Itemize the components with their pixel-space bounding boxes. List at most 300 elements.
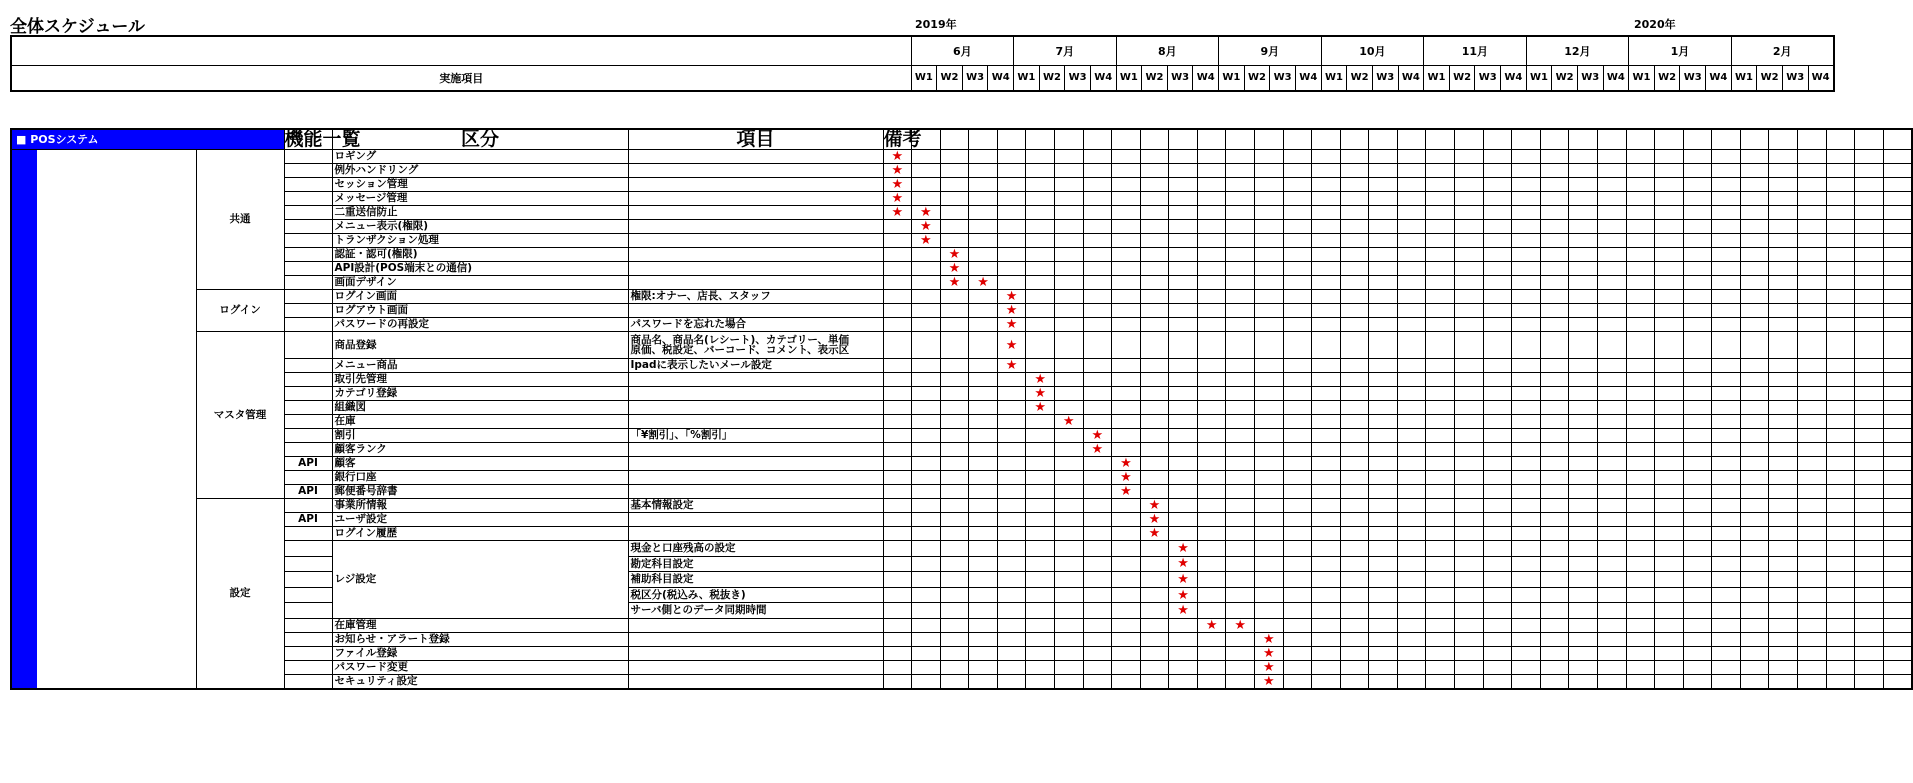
grid-cell — [1483, 660, 1512, 674]
grid-cell — [1712, 304, 1741, 318]
grid-cell — [912, 387, 941, 401]
table-row — [11, 332, 1912, 359]
grid-cell — [1169, 304, 1198, 318]
grid-cell — [1540, 587, 1569, 603]
grid-cell — [1798, 587, 1827, 603]
grid-cell — [1054, 443, 1083, 457]
grid-cell — [1683, 556, 1712, 572]
grid-cell — [1597, 527, 1626, 541]
kubun-cell — [284, 192, 332, 206]
grid-cell — [883, 541, 912, 557]
grid-cell — [1483, 429, 1512, 443]
note-cell — [628, 387, 883, 401]
grid-cell — [1083, 387, 1112, 401]
schedule-table — [10, 128, 1913, 690]
grid-cell — [1597, 429, 1626, 443]
grid-cell — [969, 387, 998, 401]
grid-cell — [1197, 290, 1226, 304]
star-marker: ★ — [969, 276, 998, 290]
grid-cell — [1083, 164, 1112, 178]
grid-cell — [1397, 471, 1426, 485]
grid-cell — [883, 318, 912, 332]
grid-cell — [912, 485, 941, 499]
grid-cell — [997, 373, 1026, 387]
grid-cell — [912, 443, 941, 457]
grid-cell — [1626, 359, 1655, 373]
grid-cell — [1255, 276, 1284, 290]
grid-cell — [1455, 276, 1484, 290]
grid-cell — [1740, 332, 1769, 359]
grid-cell — [1197, 499, 1226, 513]
grid-cell — [1826, 318, 1855, 332]
note-cell — [628, 192, 883, 206]
grid-cell — [1712, 485, 1741, 499]
grid-cell — [1740, 401, 1769, 415]
grid-cell — [1226, 603, 1255, 619]
grid-cell — [1855, 471, 1884, 485]
grid-cell — [1255, 373, 1284, 387]
item-cell: メッセージ管理 — [332, 192, 628, 206]
kubun-cell — [284, 556, 332, 572]
grid-cell — [1655, 262, 1684, 276]
grid-cell — [969, 248, 998, 262]
grid-cell — [1655, 443, 1684, 457]
grid-cell — [912, 527, 941, 541]
grid-cell — [1369, 401, 1398, 415]
grid-cell — [1769, 332, 1798, 359]
week-header: W3 — [1680, 65, 1706, 91]
grid-cell — [1826, 304, 1855, 318]
grid-cell — [1397, 276, 1426, 290]
grid-cell — [1169, 150, 1198, 164]
grid-cell — [1397, 164, 1426, 178]
month-header: 7月 — [1014, 36, 1117, 65]
item-cell: セッション管理 — [332, 178, 628, 192]
grid-cell — [1597, 234, 1626, 248]
grid-cell — [1112, 164, 1141, 178]
grid-cell — [940, 318, 969, 332]
grid-cell — [1683, 150, 1712, 164]
grid-cell — [1740, 541, 1769, 557]
star-marker: ★ — [1083, 443, 1112, 457]
grid-cell — [1712, 572, 1741, 588]
grid-cell — [1112, 646, 1141, 660]
grid-cell — [1569, 304, 1598, 318]
grid-cell — [1769, 359, 1798, 373]
grid-cell — [1083, 276, 1112, 290]
grid-cell — [1655, 248, 1684, 262]
grid-cell — [940, 618, 969, 632]
grid-cell — [1426, 150, 1455, 164]
grid-cell — [1855, 674, 1884, 689]
grid-cell — [1140, 618, 1169, 632]
grid-cell — [1712, 290, 1741, 304]
grid-cell — [1512, 304, 1541, 318]
kubun-cell — [284, 332, 332, 359]
grid-cell — [1283, 415, 1312, 429]
grid-cell — [1283, 290, 1312, 304]
grid-cell — [1483, 359, 1512, 373]
grid-cell — [1626, 485, 1655, 499]
grid-cell — [1226, 164, 1255, 178]
grid-cell — [1512, 192, 1541, 206]
grid-cell — [1512, 632, 1541, 646]
grid-cell — [1255, 527, 1284, 541]
grid-cell — [1740, 192, 1769, 206]
grid-cell — [1340, 646, 1369, 660]
grid-cell — [1455, 587, 1484, 603]
grid-cell — [997, 556, 1026, 572]
grid-cell — [1140, 401, 1169, 415]
grid-cell — [1054, 206, 1083, 220]
grid-cell — [1655, 603, 1684, 619]
grid-cell — [1283, 499, 1312, 513]
grid-cell — [1369, 443, 1398, 457]
grid-cell — [1855, 234, 1884, 248]
grid-cell — [1712, 556, 1741, 572]
grid-cell — [1226, 248, 1255, 262]
grid-cell — [1597, 262, 1626, 276]
grid-cell — [1626, 318, 1655, 332]
grid-cell — [1769, 527, 1798, 541]
grid-cell — [969, 556, 998, 572]
grid-cell — [1283, 262, 1312, 276]
grid-cell — [969, 485, 998, 499]
grid-cell — [1197, 541, 1226, 557]
star-marker: ★ — [1054, 415, 1083, 429]
grid-cell — [1112, 318, 1141, 332]
grid-cell — [883, 471, 912, 485]
week-header: W3 — [962, 65, 988, 91]
grid-cell — [1855, 318, 1884, 332]
grid-cell — [1169, 415, 1198, 429]
grid-cell — [1226, 415, 1255, 429]
grid-cell — [1083, 587, 1112, 603]
kubun-cell — [284, 150, 332, 164]
star-marker: ★ — [997, 332, 1026, 359]
grid-cell — [1369, 359, 1398, 373]
system-bar — [11, 150, 196, 689]
grid-cell — [1054, 164, 1083, 178]
grid-cell — [912, 499, 941, 513]
grid-cell — [997, 660, 1026, 674]
grid-cell — [1626, 373, 1655, 387]
grid-cell — [1369, 603, 1398, 619]
grid-cell — [1826, 618, 1855, 632]
page-title: 全体スケジュール — [10, 17, 145, 37]
grid-cell — [1026, 618, 1055, 632]
kubun-cell — [284, 178, 332, 192]
note-cell — [628, 527, 883, 541]
grid-cell — [1226, 632, 1255, 646]
grid-cell — [940, 234, 969, 248]
grid-cell — [1683, 248, 1712, 262]
grid-cell — [1340, 457, 1369, 471]
note-cell: 「¥割引」、「%割引」 — [628, 429, 883, 443]
grid-cell — [1483, 164, 1512, 178]
grid-cell — [1455, 332, 1484, 359]
grid-cell — [1369, 499, 1398, 513]
grid-cell — [1597, 318, 1626, 332]
grid-cell — [1426, 632, 1455, 646]
grid-cell — [1655, 587, 1684, 603]
grid-cell — [1569, 192, 1598, 206]
grid-cell — [912, 646, 941, 660]
grid-cell — [1312, 646, 1341, 660]
star-marker: ★ — [1169, 587, 1198, 603]
grid-cell — [1340, 632, 1369, 646]
grid-cell — [1798, 603, 1827, 619]
grid-cell — [1626, 192, 1655, 206]
grid-cell — [1597, 359, 1626, 373]
grid-cell — [1397, 632, 1426, 646]
grid-cell — [1483, 572, 1512, 588]
grid-cell — [1569, 332, 1598, 359]
grid-cell — [1283, 429, 1312, 443]
grid-cell — [1883, 164, 1912, 178]
item-cell: お知らせ・アラート登録 — [332, 632, 628, 646]
grid-cell — [1397, 587, 1426, 603]
grid-cell — [1426, 304, 1455, 318]
grid-cell — [1655, 471, 1684, 485]
grid-cell — [969, 220, 998, 234]
grid-cell — [1712, 318, 1741, 332]
grid-cell — [940, 646, 969, 660]
star-marker: ★ — [997, 359, 1026, 373]
grid-cell — [1683, 220, 1712, 234]
week-header: W2 — [1347, 65, 1373, 91]
grid-cell — [1826, 603, 1855, 619]
grid-cell — [1397, 513, 1426, 527]
grid-cell — [1740, 429, 1769, 443]
grid-cell — [1826, 415, 1855, 429]
grid-cell — [1283, 192, 1312, 206]
grid-cell — [1883, 632, 1912, 646]
grid-cell — [1283, 660, 1312, 674]
star-marker: ★ — [883, 178, 912, 192]
kubun-cell — [284, 304, 332, 318]
grid-cell — [1798, 471, 1827, 485]
grid-cell — [912, 632, 941, 646]
grid-cell — [940, 556, 969, 572]
grid-cell — [1369, 234, 1398, 248]
grid-cell — [1655, 206, 1684, 220]
grid-cell — [1626, 401, 1655, 415]
grid-cell — [1712, 646, 1741, 660]
grid-cell — [912, 373, 941, 387]
grid-cell — [1397, 150, 1426, 164]
grid-cell — [883, 262, 912, 276]
grid-cell — [1283, 646, 1312, 660]
grid-cell — [1283, 206, 1312, 220]
grid-cell — [1855, 513, 1884, 527]
function-group: 共通 — [196, 150, 284, 290]
grid-cell — [1197, 332, 1226, 359]
grid-cell — [1569, 572, 1598, 588]
grid-cell — [997, 618, 1026, 632]
grid-cell — [1112, 192, 1141, 206]
grid-cell — [1740, 206, 1769, 220]
kubun-cell: API — [284, 513, 332, 527]
table-row — [11, 485, 1912, 499]
grid-cell — [883, 387, 912, 401]
grid-cell — [1369, 304, 1398, 318]
grid-cell — [1540, 262, 1569, 276]
grid-cell — [1312, 499, 1341, 513]
grid-cell — [1226, 276, 1255, 290]
grid-cell — [1140, 262, 1169, 276]
grid-cell — [1597, 401, 1626, 415]
week-header: W4 — [1090, 65, 1116, 91]
note-cell — [628, 150, 883, 164]
grid-cell — [1083, 401, 1112, 415]
grid-cell — [1626, 443, 1655, 457]
grid-cell — [1512, 318, 1541, 332]
grid-cell — [1483, 262, 1512, 276]
grid-cell — [1597, 192, 1626, 206]
grid-cell — [1197, 234, 1226, 248]
month-header: 8月 — [1116, 36, 1219, 65]
grid-cell — [1083, 332, 1112, 359]
grid-cell — [1798, 485, 1827, 499]
grid-cell — [1169, 618, 1198, 632]
grid-cell — [1054, 332, 1083, 359]
grid-cell — [1597, 248, 1626, 262]
grid-cell — [1312, 304, 1341, 318]
grid-cell — [1054, 178, 1083, 192]
note-cell: 権限:オナー、店長、スタッフ — [628, 290, 883, 304]
grid-cell — [1712, 206, 1741, 220]
grid-cell — [940, 443, 969, 457]
grid-cell — [1855, 206, 1884, 220]
grid-cell — [1197, 178, 1226, 192]
grid-cell — [1083, 632, 1112, 646]
grid-cell — [1798, 556, 1827, 572]
grid-cell — [1740, 373, 1769, 387]
grid-cell — [1683, 572, 1712, 588]
grid-cell — [1340, 220, 1369, 234]
grid-cell — [1626, 513, 1655, 527]
grid-cell — [1683, 618, 1712, 632]
grid-cell — [1883, 248, 1912, 262]
item-cell: トランザクション処理 — [332, 234, 628, 248]
grid-cell — [1169, 443, 1198, 457]
grid-cell — [1169, 129, 1198, 150]
note-cell — [628, 513, 883, 527]
grid-cell — [1397, 429, 1426, 443]
system-label: ■ POSシステム — [11, 129, 284, 150]
grid-cell — [1569, 646, 1598, 660]
grid-cell — [1340, 359, 1369, 373]
grid-cell — [940, 632, 969, 646]
item-cell: API設計(POS端末との通信) — [332, 262, 628, 276]
grid-cell — [1826, 206, 1855, 220]
schedule-header — [10, 35, 1835, 92]
grid-cell — [1655, 499, 1684, 513]
grid-cell — [1769, 443, 1798, 457]
grid-cell — [1883, 415, 1912, 429]
grid-cell — [1083, 192, 1112, 206]
grid-cell — [1255, 485, 1284, 499]
grid-cell — [1226, 556, 1255, 572]
grid-cell — [1140, 276, 1169, 290]
grid-cell — [1340, 401, 1369, 415]
grid-cell — [1255, 234, 1284, 248]
grid-cell — [1512, 618, 1541, 632]
grid-cell — [997, 192, 1026, 206]
grid-cell — [1655, 178, 1684, 192]
grid-cell — [969, 290, 998, 304]
grid-cell — [1512, 164, 1541, 178]
grid-cell — [1140, 541, 1169, 557]
grid-cell — [940, 429, 969, 443]
table-row — [11, 192, 1912, 206]
grid-cell — [1140, 587, 1169, 603]
grid-cell — [1597, 603, 1626, 619]
kubun-cell: API — [284, 485, 332, 499]
grid-cell — [1455, 401, 1484, 415]
grid-cell — [1483, 632, 1512, 646]
table-row — [11, 304, 1912, 318]
grid-cell — [1426, 387, 1455, 401]
grid-cell — [1083, 178, 1112, 192]
grid-cell — [912, 164, 941, 178]
item-cell: 組織図 — [332, 401, 628, 415]
grid-cell — [1112, 513, 1141, 527]
grid-cell — [1455, 373, 1484, 387]
grid-cell — [997, 513, 1026, 527]
grid-cell — [969, 304, 998, 318]
grid-cell — [883, 660, 912, 674]
grid-cell — [1769, 618, 1798, 632]
item-cell: パスワードの再設定 — [332, 318, 628, 332]
grid-cell — [1712, 332, 1741, 359]
kubun-cell — [284, 572, 332, 588]
grid-cell — [1140, 318, 1169, 332]
grid-cell — [1826, 556, 1855, 572]
grid-cell — [1112, 206, 1141, 220]
grid-cell — [1712, 587, 1741, 603]
grid-cell — [1569, 318, 1598, 332]
grid-cell — [997, 129, 1026, 150]
grid-cell — [1483, 220, 1512, 234]
grid-cell — [1340, 304, 1369, 318]
grid-cell — [1112, 373, 1141, 387]
grid-cell — [1683, 129, 1712, 150]
grid-cell — [1597, 415, 1626, 429]
grid-cell — [1740, 471, 1769, 485]
grid-cell — [883, 443, 912, 457]
grid-cell — [1426, 603, 1455, 619]
grid-cell — [1597, 332, 1626, 359]
grid-cell — [1569, 373, 1598, 387]
grid-cell — [940, 164, 969, 178]
grid-cell — [1283, 603, 1312, 619]
grid-cell — [1455, 485, 1484, 499]
week-header: W4 — [1501, 65, 1527, 91]
grid-cell — [1140, 485, 1169, 499]
grid-cell — [1740, 513, 1769, 527]
grid-cell — [1397, 556, 1426, 572]
week-header: W3 — [1167, 65, 1193, 91]
grid-cell — [1054, 572, 1083, 588]
grid-cell — [1683, 527, 1712, 541]
grid-cell — [1397, 318, 1426, 332]
grid-cell — [1798, 178, 1827, 192]
item-cell: 二重送信防止 — [332, 206, 628, 220]
grid-cell — [1540, 332, 1569, 359]
grid-cell — [1140, 206, 1169, 220]
